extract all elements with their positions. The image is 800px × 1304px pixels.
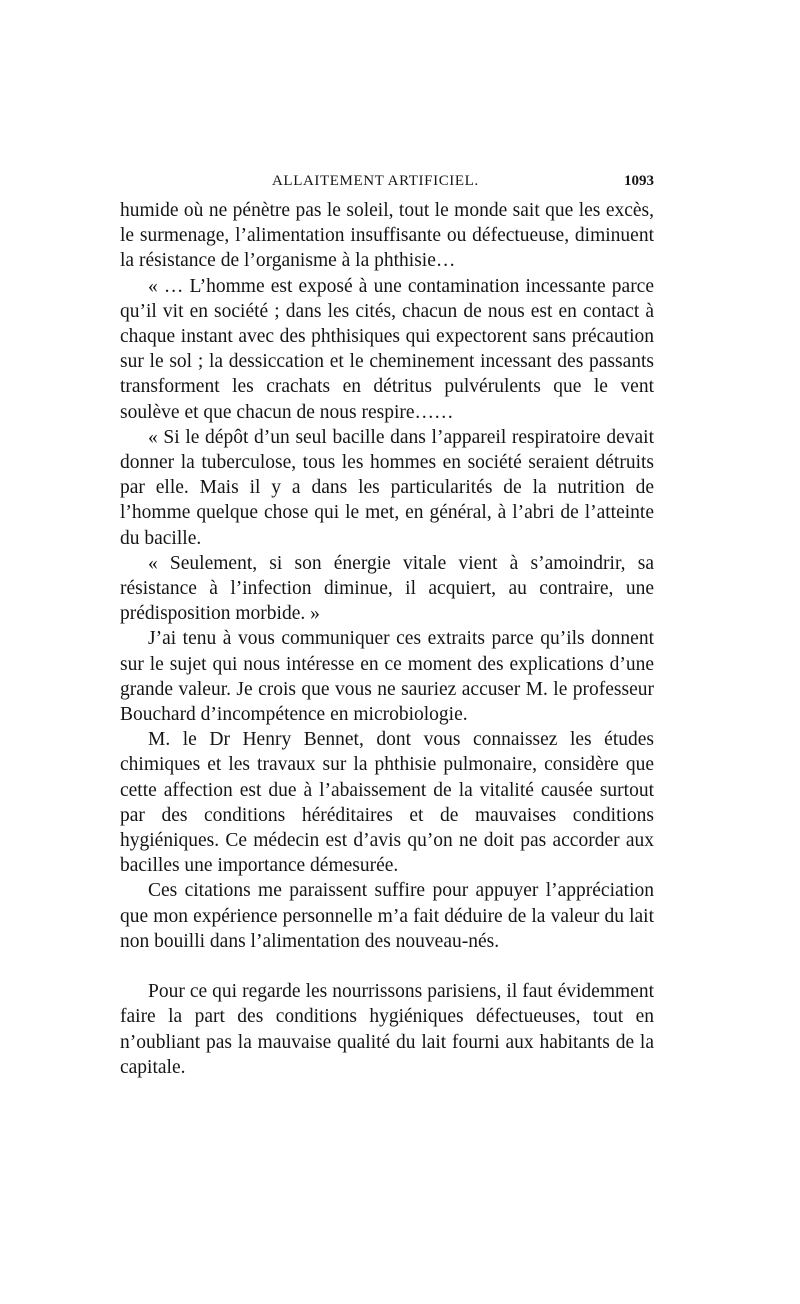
running-title: ALLAITEMENT ARTIFICIEL.	[272, 173, 479, 189]
page-header	[120, 170, 654, 194]
paragraph-bennet: M. le Dr Henry Bennet, dont vous connaissez les études chimiques et les travaux sur la phthisie pulmonaire, considère que cette affection est due à l’abaissement de la vitalité causée surtout par des conditions héréditaires et de mauvaises conditions hygiéniques. Ce médecin est d’avis qu’on ne doit pas accorder aux bacilles une importance démesurée.	[120, 729, 654, 877]
paragraph-citations: Ces citations me paraissent suffire pour appuyer l’appréciation que mon expérience personnelle m’a fait déduire de la valeur du lait non bouilli dans l’alimentation des nouveau-nés.	[120, 880, 654, 952]
paragraph-quote-bacillus: « Si le dépôt d’un seul bacille dans l’appareil respiratoire devait donner la tuberculose, tous les hommes en société seraient détruits par elle. Mais il y a dans les particularités de la nutrition de l’homme quelque chose qui le met, en général, à l’abri de l’atteinte du bacille.	[120, 426, 654, 549]
page-number: 1093	[624, 173, 654, 189]
paragraph-bouchard: J’ai tenu à vous communiquer ces extraits parce qu’ils donnent sur le sujet qui nous intéresse en ce moment des explications d’une grande valeur. Je crois que vous ne sauriez accuser M. le professeur Bouchard d’incompétence en microbiologie.	[120, 628, 654, 726]
body-text	[120, 198, 654, 1080]
paragraph-parisian-infants: Pour ce qui regarde les nourrissons parisiens, il faut évidemment faire la part des conditions hygiéniques défectueuses, tout en n’oubliant pas la mauvaise qualité du lait fourni aux habitants de la capitale.	[120, 981, 654, 1078]
paragraph-continued: humide où ne pénètre pas le soleil, tout le monde sait que les excès, le surmenage, l’alimentation insuffisante ou défectueuse, diminuent la résistance de l’organisme à la phthisie…	[120, 200, 654, 272]
paragraph-quote-resistance: « Seulement, si son énergie vitale vient à s’amoindrir, sa résistance à l’infection diminue, il acquiert, au contraire, une prédisposition morbide. »	[120, 552, 654, 625]
paragraph-quote-contamination: « … L’homme est exposé à une contamination incessante parce qu’il vit en société ; dans les cités, chacun de nous est en contact à chaque instant avec des phthisiques qui expectorent sans précaution sur le sol ; la dessiccation et le cheminement incessant des passants transforment les crachats en détritus pulvérulents que le vent soulève et que chacun de nous respire……	[120, 275, 654, 423]
